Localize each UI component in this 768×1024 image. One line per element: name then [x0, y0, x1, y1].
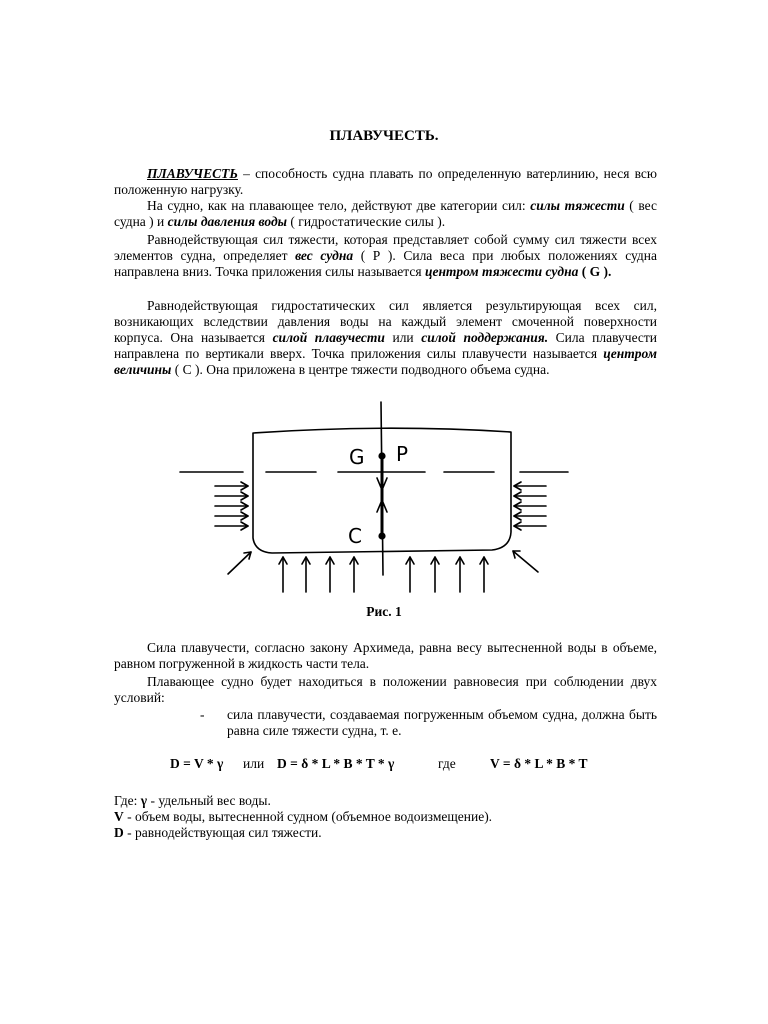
definition-d-text: - равнодействующая сил тяжести. [123, 825, 322, 840]
text-span: ( гидростатические силы ). [287, 214, 446, 229]
label-c: C [348, 524, 362, 548]
definitions-block [114, 793, 657, 841]
formula-or [243, 756, 264, 772]
formula-or-text: или [243, 756, 265, 771]
term-support-force: силой поддержания. [421, 330, 549, 345]
term-water-pressure-forces: силы давления воды [167, 214, 288, 229]
symbol-d: D [114, 825, 124, 840]
list-dash: - [200, 707, 205, 722]
definition-gamma-text: - удельный вес воды. [147, 793, 271, 808]
definition-v [114, 809, 657, 825]
formula-displacement: D = V * γ [170, 756, 224, 771]
label-p: P [396, 442, 409, 466]
text-span: ( G ). [578, 264, 612, 279]
definition-v-text: - объем воды, вытесненной судном (объемное водоизмещение). [123, 809, 493, 824]
point-c-marker [378, 532, 385, 539]
definitions-lead: Где: [114, 793, 141, 808]
term-gravity-forces: силы тяжести [530, 198, 625, 213]
figure-caption: Рис. 1 [366, 604, 402, 619]
text-span: Равнодействующая сил тяжести, которая представляет собой сумму сил тяжести всех элементов судна, определяет [114, 232, 657, 263]
paragraph-equilibrium: Плавающее судно будет находиться в положении равновесия при соблюдении двух условий: [114, 674, 657, 705]
paragraph-archimedes: Сила плавучести, согласно закону Архимеда, равна весу вытесненной воды в объеме, равном погруженной в жидкость части тела. [114, 640, 657, 671]
term-buoyancy: ПЛАВУЧЕСТЬ [147, 166, 238, 181]
formula-where [438, 756, 456, 772]
symbol-v: V [114, 809, 124, 824]
formula-displacement-full: D = δ * L * B * T * γ [277, 756, 395, 771]
definition-gamma [114, 793, 657, 809]
text-span: Сила плавучести направлена по вертикали вверх. Точка приложения силы плавучести называется [114, 330, 658, 361]
label-g: G [349, 445, 365, 469]
text-span: ( вес судна ) и [114, 198, 657, 229]
symbol-gamma: γ [140, 793, 148, 808]
definition-d [114, 825, 657, 841]
point-g-marker [378, 452, 385, 459]
term-buoyancy-force: силой плавучести [272, 330, 385, 345]
formula-volume: V = δ * L * B * T [490, 756, 588, 771]
text-span: или [384, 330, 422, 345]
text-span: Равнодействующая гидростатических сил является результирующая всех сил, возникающих вследствии давления воды на каждый элемент смоченной поверхности корпуса. Она называется [114, 298, 657, 345]
text-span: ( С ). Она приложена в центре тяжести подводного объема судна. [171, 362, 550, 377]
formula-where-text: где [438, 756, 456, 771]
definition-text: – способность судна плавать по определенную ватерлинию, неся всю положенную нагрузку. [114, 166, 657, 197]
term-center-of-gravity: центром тяжести судна [424, 264, 579, 279]
left-pressure-arrows [215, 482, 251, 574]
term-center-of-buoyancy: центром величины [114, 346, 657, 377]
condition-text: сила плавучести, создаваемая погруженным объемом судна, должна быть равна силе тяжести судна, т. е. [227, 707, 657, 738]
text-span: На судно, как на плавающее тело, действуют две категории сил: [147, 198, 531, 213]
page-title: ПЛАВУЧЕСТЬ. [329, 128, 439, 144]
right-pressure-arrows [513, 482, 546, 572]
term-ship-weight: вес судна [295, 248, 354, 263]
text-span: ( Р ). Сила веса при любых положениях судна направлена вниз. Точка приложения силы называется [114, 248, 658, 279]
